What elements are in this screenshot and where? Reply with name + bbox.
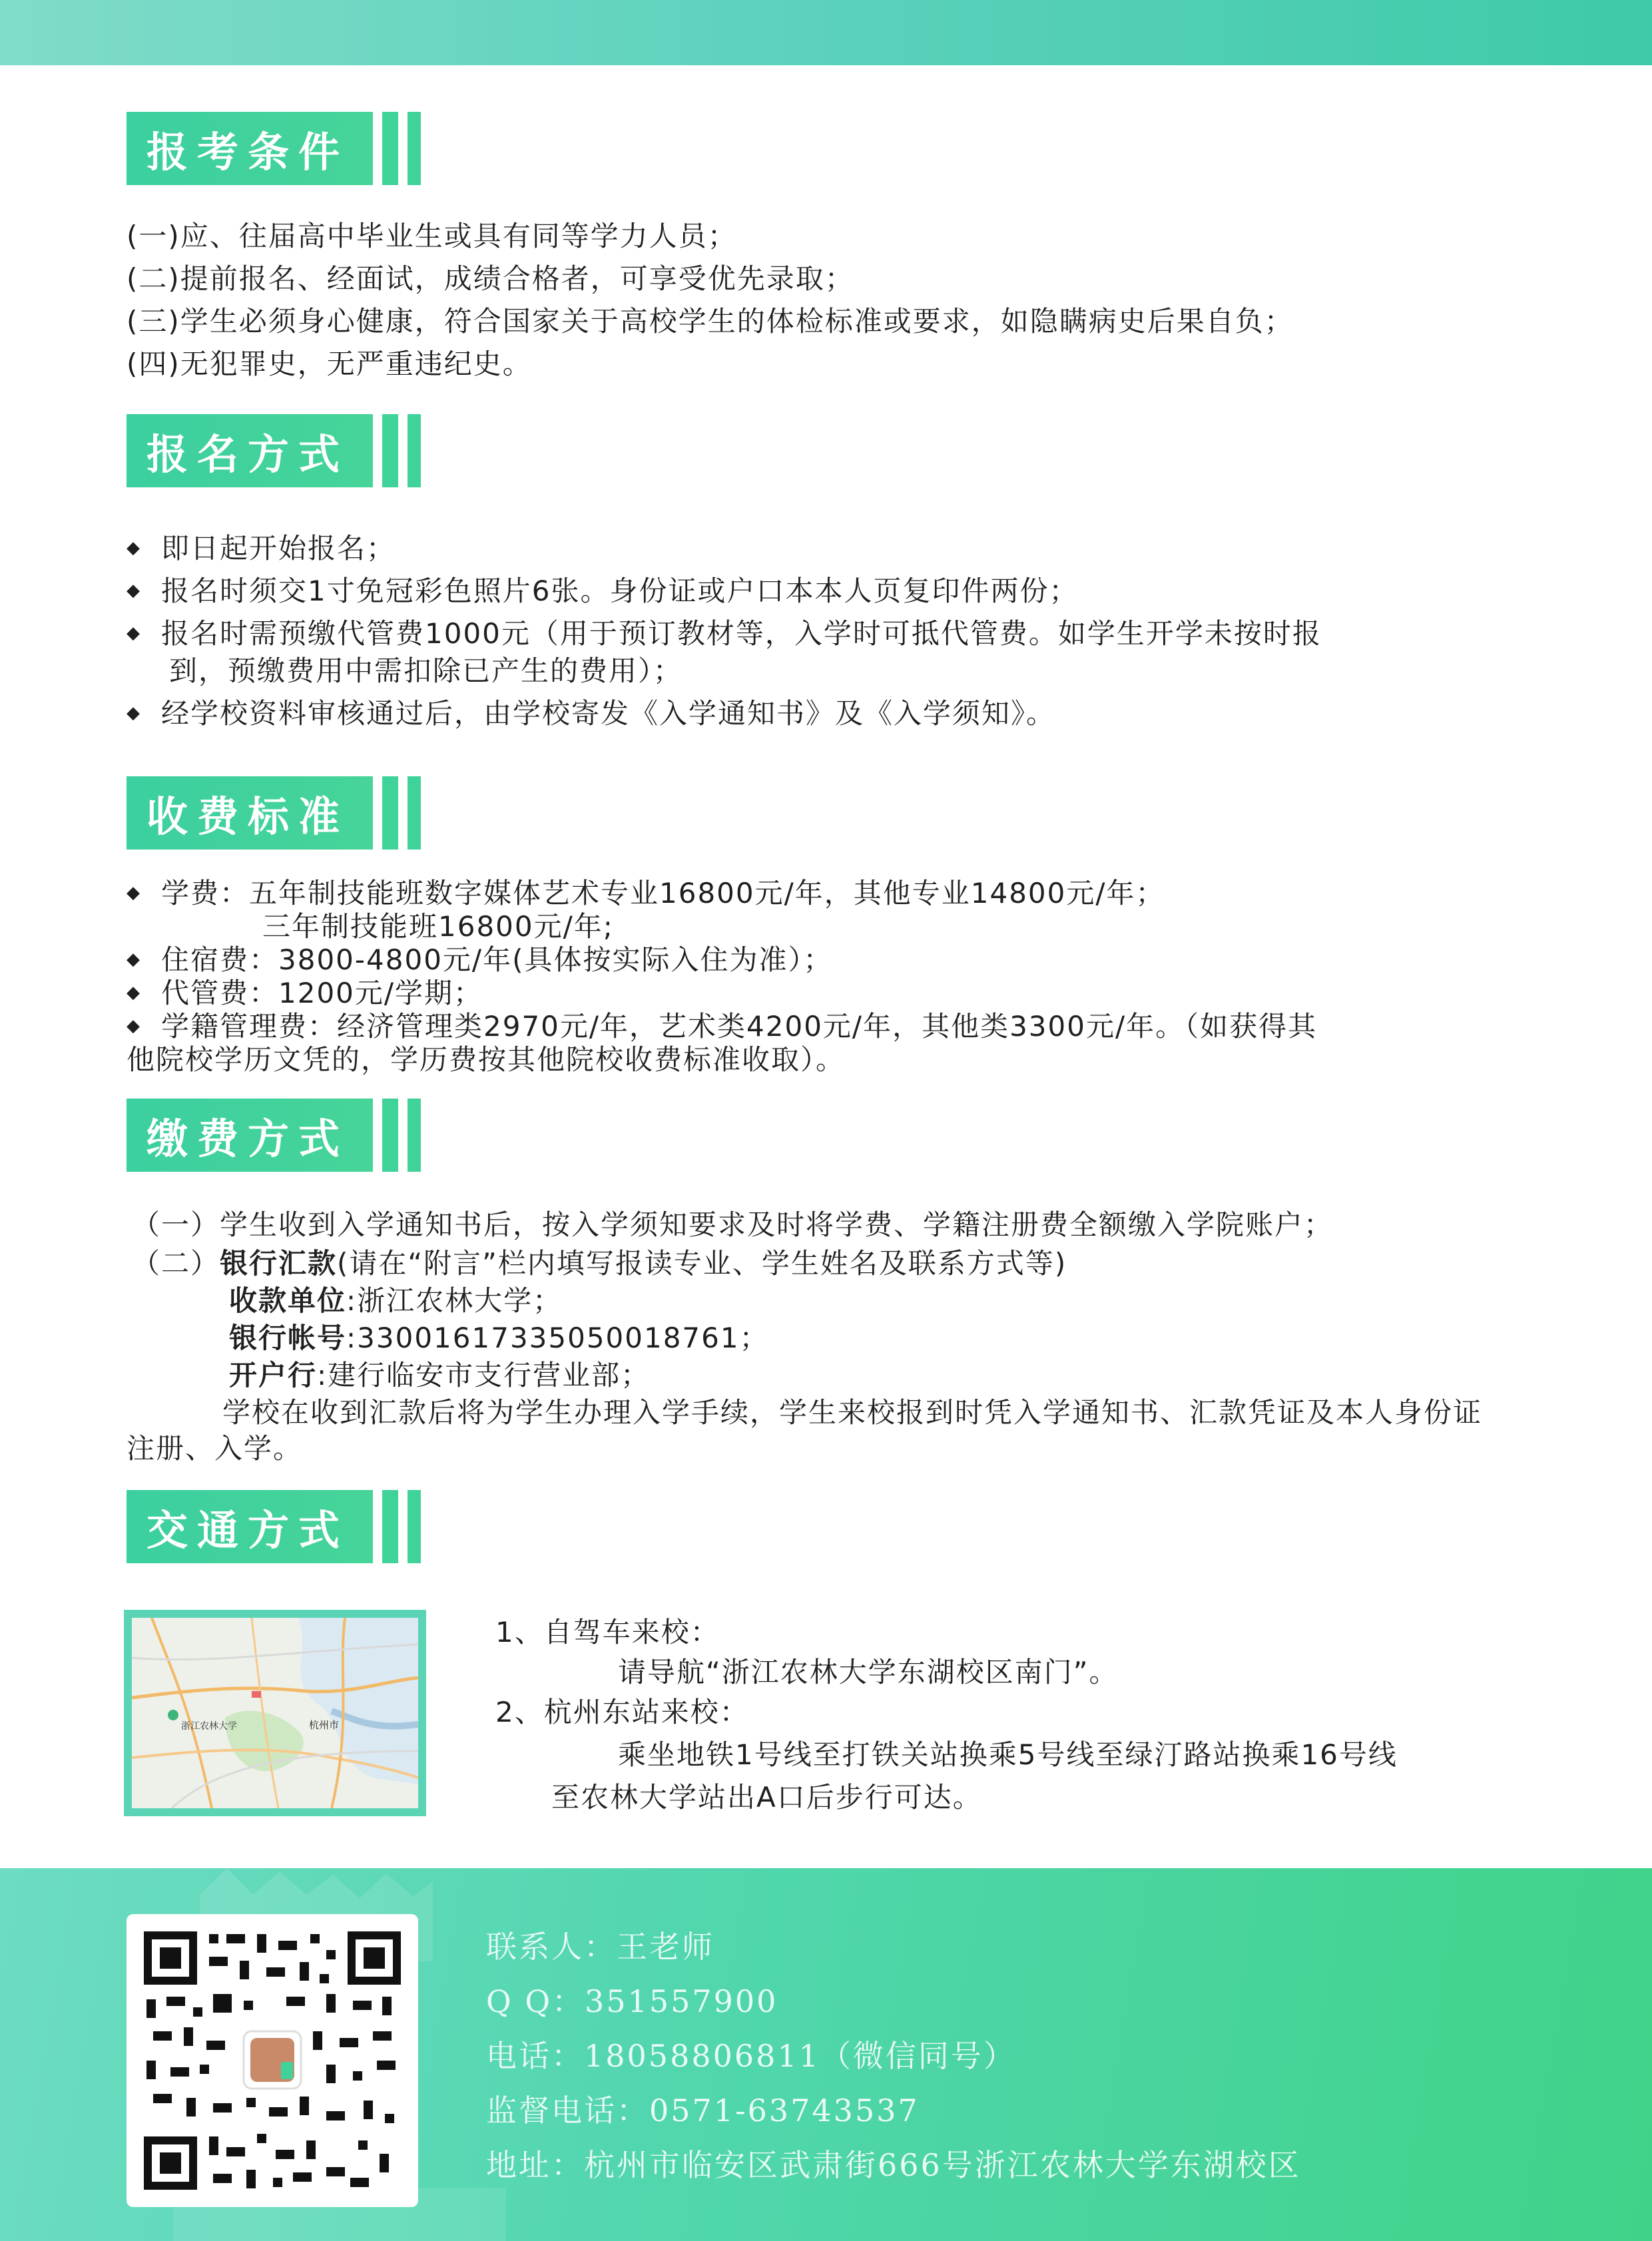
- section-header-requirements: [127, 112, 421, 185]
- payee-row: [229, 1280, 562, 1322]
- contact-phone: 电话：18058806811（微信同号）: [486, 2038, 1016, 2074]
- section-header-transport: [127, 1490, 421, 1563]
- qr-code: [127, 1914, 418, 2207]
- fee-registry: ◆ 学籍管理费：经济管理类2970元/年，艺术类4200元/年，其他类3300元/年。（如获得其: [127, 1005, 1317, 1050]
- account-value: :33001617335050018761；: [346, 1322, 769, 1354]
- bank-value: :建行临安市支行营业部；: [317, 1359, 651, 1391]
- map-label-city: 杭州市: [309, 1719, 340, 1731]
- map-image: [132, 1618, 418, 1808]
- contact-address: 地址：杭州市临安区武肃街666号浙江农林大学东湖校区: [486, 2147, 1301, 2183]
- transport-item: 1、自驾车来校：: [495, 1616, 720, 1648]
- fee-tuition-continuation: 三年制技能班16800元/年;: [262, 910, 614, 943]
- transport-item-detail: 请导航“浙江农林大学东湖校区南门”。: [618, 1656, 1119, 1688]
- fee-housing: ◆ 住宿费：3800-4800元/年(具体按实际入住为准）；: [127, 939, 832, 983]
- registration-item: ◆ 经学校资料审核通过后，由学校寄发《入学通知书》及《入学须知》。: [127, 692, 1055, 737]
- registration-item: ◆ 报名时需预缴代管费1000元（用于预订教材等，入学时可抵代管费。如学生开学未按时报: [127, 613, 1322, 657]
- fee-registry-continuation: 他院校学历文凭的，学历费按其他院校收费标准收取）。: [127, 1043, 846, 1076]
- registration-item: ◆ 即日起开始报名；: [127, 527, 396, 572]
- payment-line-prefix: （二）: [132, 1247, 220, 1280]
- section-header-registration: [127, 414, 421, 487]
- fee-tuition: ◆ 学费：五年制技能班数字媒体艺术专业16800元/年，其他专业14800元/年；: [127, 872, 1165, 917]
- payment-method-label: 银行汇款: [220, 1247, 338, 1280]
- bank-row: [229, 1354, 650, 1397]
- payment-note-continuation: 注册、入学。: [127, 1432, 303, 1465]
- section-title: 报名方式: [127, 414, 373, 487]
- section-header-fees: [127, 776, 421, 850]
- payee-value: :浙江农林大学；: [346, 1284, 563, 1317]
- account-row: [229, 1317, 769, 1360]
- payment-method-note: (请在“附言”栏内填写报读专业、学生姓名及联系方式等): [337, 1247, 1067, 1280]
- header-stripe: [408, 776, 421, 850]
- transport-item-detail: 乘坐地铁1号线至打铁关站换乘5号线至绿汀路站换乘16号线: [618, 1738, 1398, 1771]
- payee-label: 收款单位: [229, 1284, 347, 1317]
- registration-item-continuation: 到，预缴费用中需扣除已产生的费用）；: [169, 654, 683, 687]
- header-stripe: [382, 1490, 398, 1563]
- requirement-line: (四)无犯罪史，无严重违纪史。: [127, 348, 532, 380]
- campus-marker-icon: [168, 1710, 178, 1720]
- section-title: 收费标准: [127, 776, 373, 850]
- account-label: 银行帐号: [229, 1322, 347, 1354]
- transport-item-continuation: 至农林大学站出A口后步行可达。: [551, 1781, 982, 1814]
- header-stripe: [382, 112, 398, 185]
- section-title: 缴费方式: [127, 1099, 373, 1172]
- contact-supervision-phone: 监督电话：0571-63743537: [486, 2093, 920, 2128]
- header-stripe: [408, 1490, 421, 1563]
- header-stripe: [382, 776, 398, 850]
- requirement-line: (二)提前报名、经面试，成绩合格者，可享受优先录取；: [127, 262, 854, 295]
- header-stripe: [408, 1099, 421, 1172]
- header-stripe: [382, 1099, 398, 1172]
- requirement-line: (三)学生必须身心健康，符合国家关于高校学生的体检标准或要求，如隐瞒病史后果自负；: [127, 305, 1294, 338]
- header-stripe: [408, 414, 421, 487]
- contact-qq: Q Q：351557900: [486, 1983, 778, 2019]
- bank-label: 开户行: [229, 1359, 318, 1391]
- header-stripe: [408, 112, 421, 185]
- payment-line: （一）学生收到入学通知书后，按入学须知要求及时将学费、学籍注册费全额缴入学院账户；: [132, 1208, 1334, 1241]
- map-label-campus: 浙江农林大学: [181, 1721, 237, 1732]
- contact-person: 联系人：王老师: [486, 1929, 714, 1965]
- section-header-payment: [127, 1099, 421, 1172]
- section-title: 交通方式: [127, 1490, 373, 1563]
- requirement-line: (一)应、往届高中毕业生或具有同等学力人员；: [127, 220, 737, 252]
- section-title: 报考条件: [127, 112, 373, 185]
- qr-code-image: [127, 1914, 418, 2207]
- location-map: [124, 1610, 426, 1816]
- transport-item: 2、杭州东站来校：: [495, 1696, 749, 1728]
- header-stripe: [382, 414, 398, 487]
- fee-custody: ◆ 代管费：1200元/学期；: [127, 972, 483, 1017]
- registration-item: ◆ 报名时须交1寸免冠彩色照片6张。身份证或户口本本人页复印件两份；: [127, 570, 1078, 615]
- payment-bank-transfer: [132, 1242, 1067, 1285]
- top-decorative-band: [0, 0, 1652, 65]
- payment-note: 学校在收到汇款后将为学生办理入学手续，学生来校报到时凭入学通知书、汇款凭证及本人身份证: [222, 1396, 1483, 1429]
